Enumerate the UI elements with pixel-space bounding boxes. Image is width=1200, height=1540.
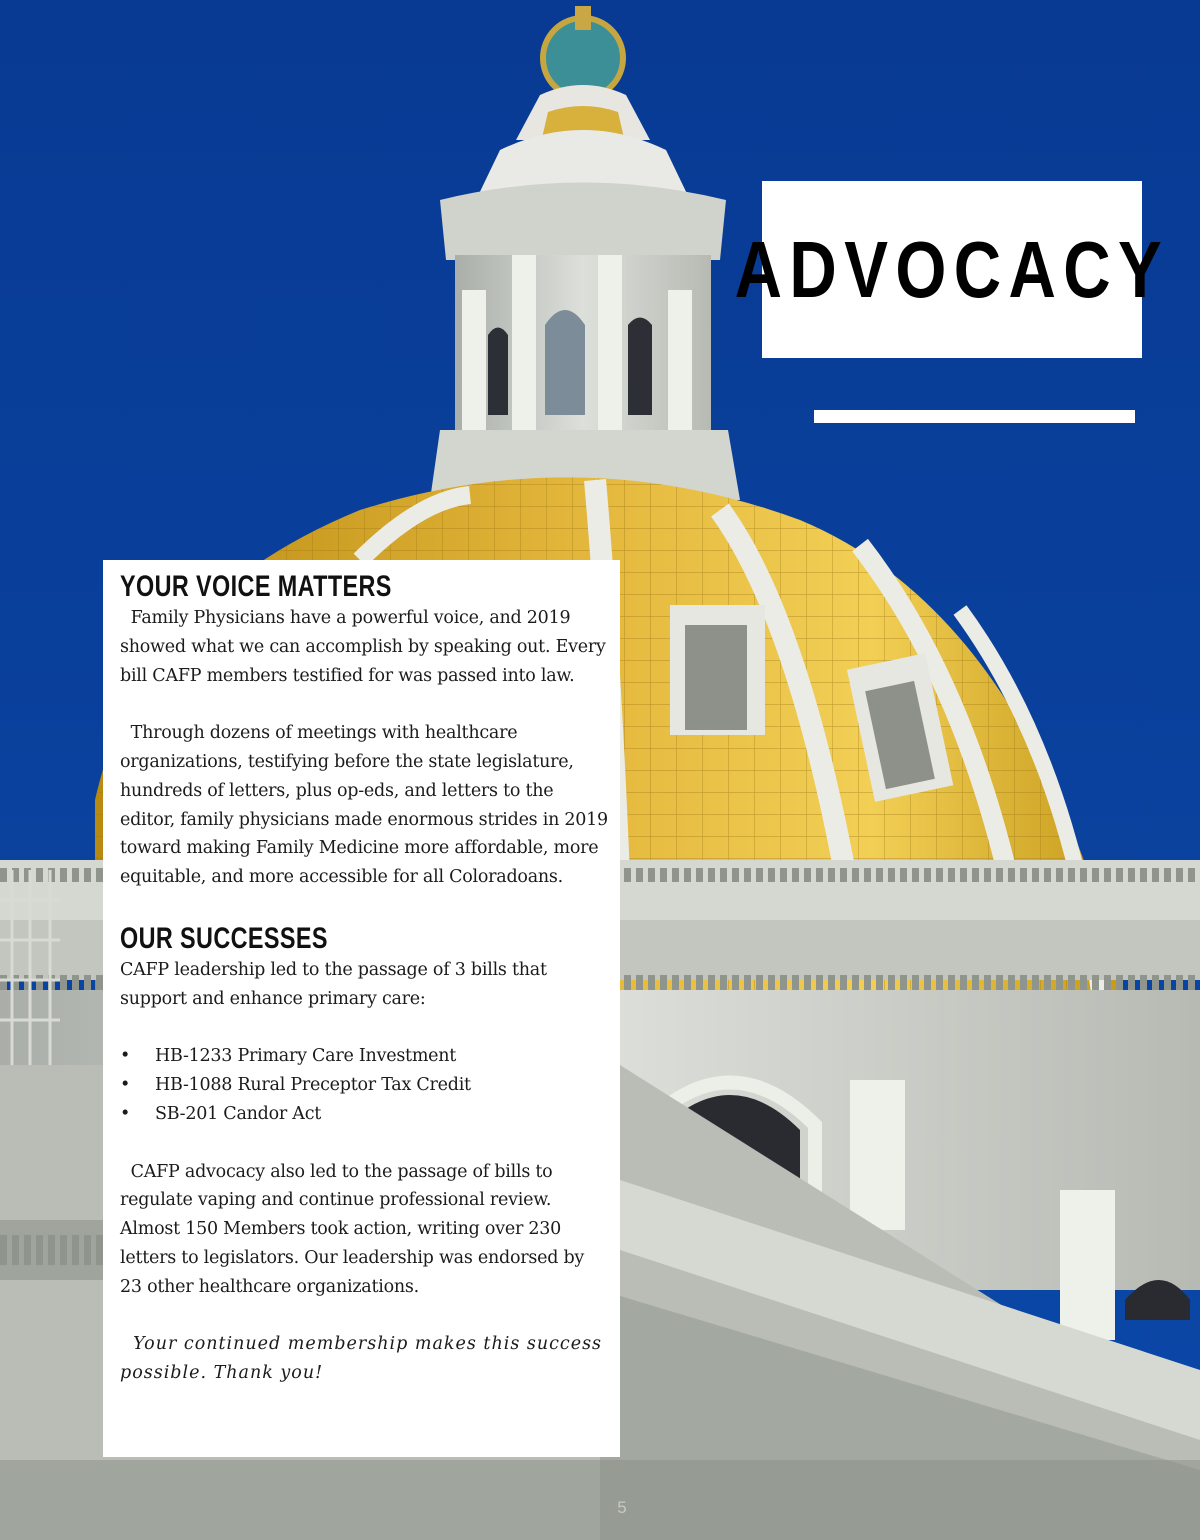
page-number: 5 [617,1498,627,1517]
bullet-icon: • [120,1046,131,1067]
closing-thanks: Your continued membership makes this success possible. Thank you! [120,1334,609,1384]
voice-paragraph-1: Family Physicians have a powerful voice, and 2019 showed what we can accomplish by speaking out. Every bill CAFP members testified for was passed into law. [120,608,611,686]
page-title: ADVOCACY [734,224,1170,314]
bill-name: HB-1088 Rural Preceptor Tax Credit [155,1075,471,1096]
list-item [120,1042,610,1071]
section-heading-voice: YOUR VOICE MATTERS [120,570,392,603]
list-item [120,1100,610,1129]
bullet-icon: • [120,1103,131,1124]
title-box [734,181,1170,358]
successes-intro: CAFP leadership led to the passage of 3 bills that support and enhance primary care: [120,959,547,1009]
successes-body: CAFP advocacy also led to the passage of bills to regulate vaping and continue professional review. Almost 150 Members took action, writing over 230 letters to legislators. Our leadership was endorsed by 23 other healthcare organizations. [120,1161,590,1297]
list-item [120,1071,610,1100]
bullet-icon: • [120,1075,131,1096]
bill-name: HB-1233 Primary Care Investment [155,1046,457,1067]
bill-list [120,1042,610,1128]
voice-paragraph-2: Through dozens of meetings with healthcare organizations, testifying before the state legislature, hundreds of letters, plus op-eds, and letters to the editor, family physicians made enormous strides in 2019 toward making Family Medicine more affordable, more equitable, and more accessible for all Coloradoans. [120,723,614,888]
bill-name: SB-201 Candor Act [155,1103,322,1124]
title-underline [814,410,1135,423]
section-heading-successes: OUR SUCCESSES [120,921,328,955]
content-panel [103,560,620,1457]
